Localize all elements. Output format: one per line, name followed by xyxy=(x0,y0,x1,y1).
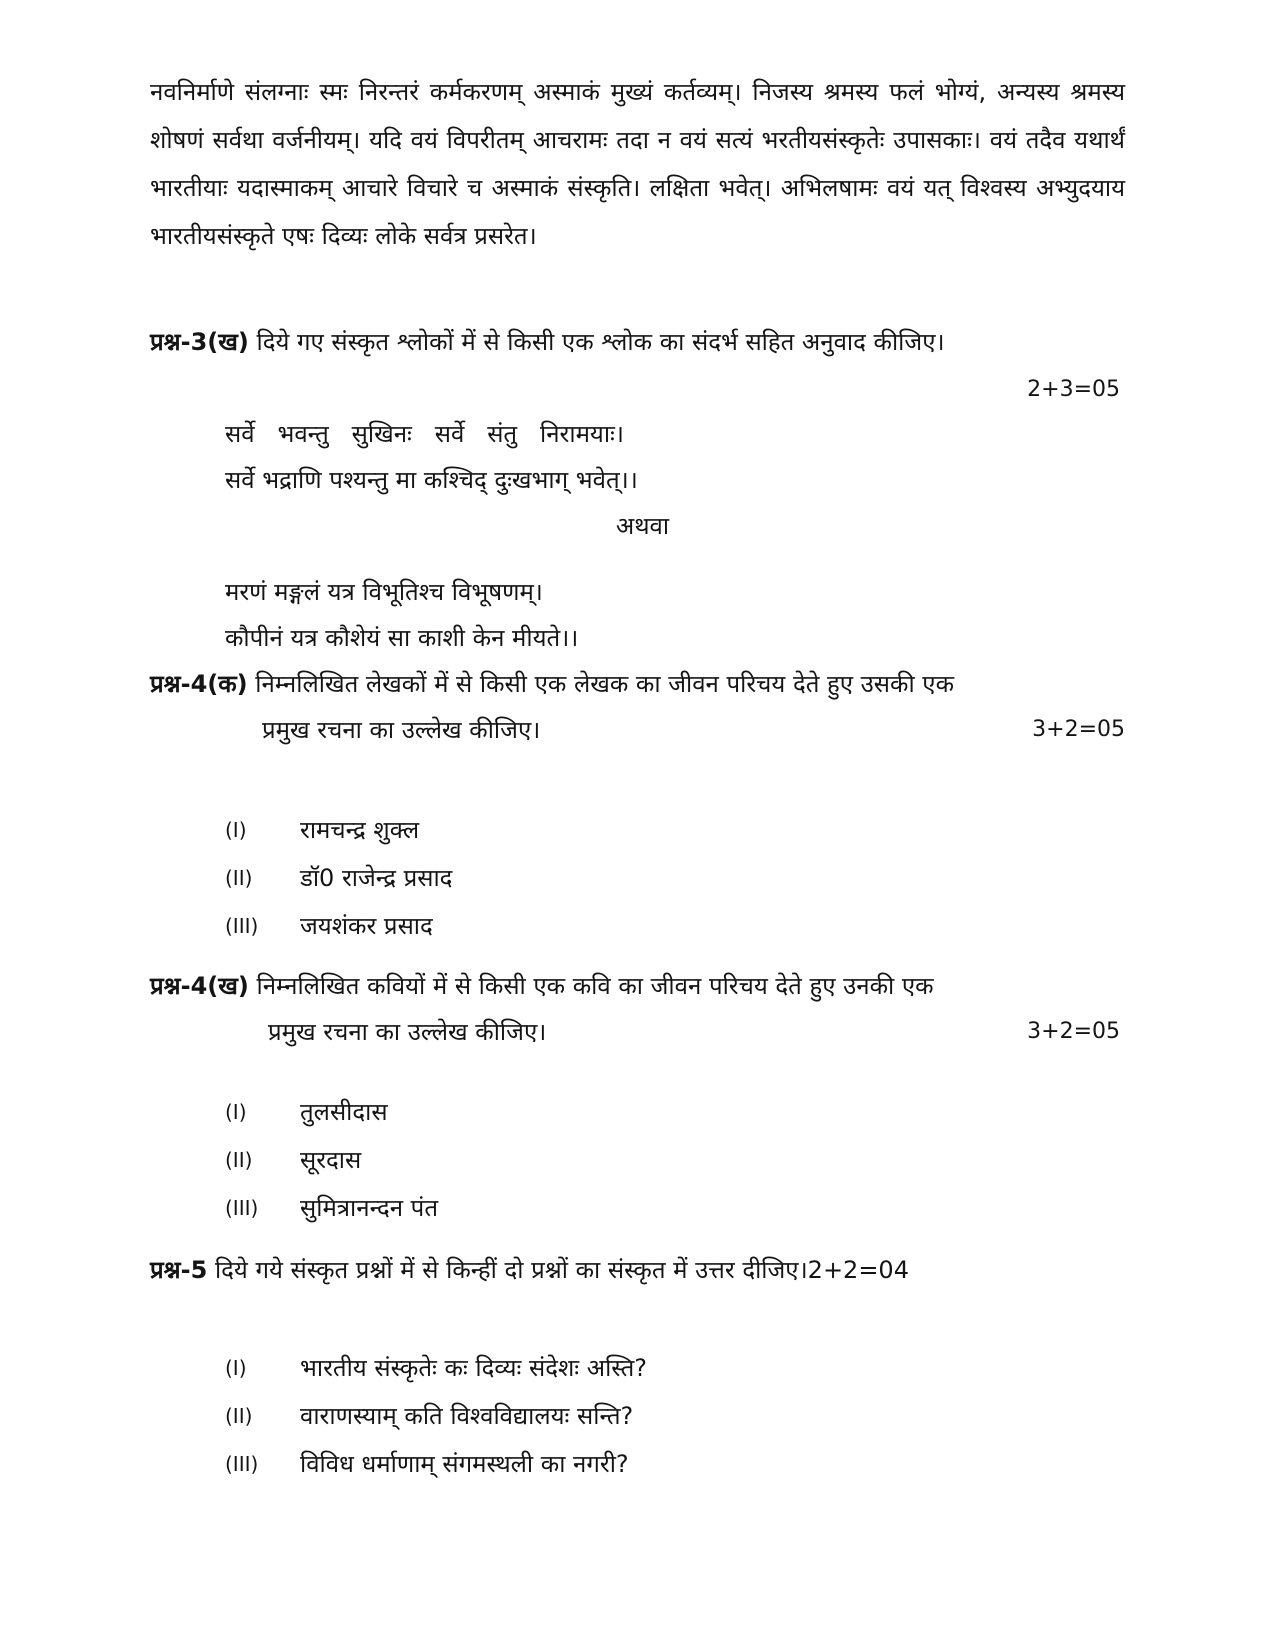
list-item xyxy=(225,902,452,950)
list-item xyxy=(225,854,452,902)
sanskrit-question-list xyxy=(225,1344,647,1488)
sanskrit-passage: नवनिर्माणे संलग्नाः स्मः निरन्तरं कर्मकरणम् अस्माकं मुख्यं कर्तव्यम्। निजस्य श्रमस्य फलं भोग्यं, अन्यस्य श्रमस्य शोषणं सर्वथा वर्जनीयम्। यदि वयं विपरीतम् आचरामः तदा न वयं सत्यं भरतीयसंस्कृतेः उपासकाः। वयं तदैव यथार्थं भारतीयाः यदास्माकम् आचारे विचारे च अस्माकं संस्कृति। लक्षिता भवेत्। अभिलषामः वयं यत् विश्वस्य अभ्युदयाय भारतीयसंस्कृते एषः दिव्यः लोके सर्वत्र प्रसरेत। xyxy=(150,78,1125,250)
item-text: जयशंकर प्रसाद xyxy=(300,912,433,940)
item-number: (III) xyxy=(225,1452,259,1476)
question-4b-cont xyxy=(150,1008,1125,1056)
question-text-line-2: प्रमुख रचना का उल्लेख कीजिए। xyxy=(262,716,541,744)
item-text: तुलसीदास xyxy=(300,1098,388,1126)
question-number: प्रश्न-4(क) xyxy=(150,670,248,698)
item-text: रामचन्द्र शुक्ल xyxy=(300,816,420,844)
verse-1-line-2: सर्वे भद्राणि पश्यन्तु मा कश्चिद् दुःखभाग् भवेत्।। xyxy=(225,466,638,494)
item-text: डॉ0 राजेन्द्र प्रसाद xyxy=(300,864,453,892)
verse-1-line-1: सर्वे भवन्तु सुखिनः सर्वे संतु निरामयाः। xyxy=(225,420,625,448)
item-number: (III) xyxy=(225,914,259,938)
question-text: दिये गये संस्कृत प्रश्नों में से किन्हीं दो प्रश्नों का संस्कृत में उत्तर दीजिए।2+2=04 xyxy=(214,1256,909,1284)
question-4a-cont xyxy=(150,706,1125,754)
list-item xyxy=(225,1136,438,1184)
marks: 3+2=05 xyxy=(1032,717,1125,742)
list-item xyxy=(225,806,452,854)
verse-2-line-2: कौपीनं यत्र कौशेयं सा काशी केन मीयते।। xyxy=(225,624,579,652)
item-text: विविध धर्माणाम् संगमस्थली का नगरी? xyxy=(300,1450,629,1478)
question-text: दिये गए संस्कृत श्लोकों में से किसी एक श्लोक का संदर्भ सहित अनुवाद कीजिए। xyxy=(256,328,945,356)
item-text: सूरदास xyxy=(300,1146,362,1174)
list-item xyxy=(225,1344,647,1392)
item-number: (III) xyxy=(225,1196,259,1220)
item-number: (II) xyxy=(225,866,253,890)
verse-2-line-1: मरणं मङ्गलं यत्र विभूतिश्च विभूषणम्। xyxy=(225,578,543,606)
question-4b xyxy=(150,962,1125,1010)
item-number: (I) xyxy=(225,818,247,842)
item-text: वाराणस्याम् कति विश्वविद्यालयः सन्ति? xyxy=(300,1402,634,1430)
marks: 3+2=05 xyxy=(1027,1019,1120,1044)
item-text: सुमित्रानन्दन पंत xyxy=(300,1194,438,1222)
author-list xyxy=(225,806,452,950)
item-number: (I) xyxy=(225,1356,247,1380)
question-4a xyxy=(150,660,1125,708)
question-text-line-1: निम्नलिखित कवियों में से किसी एक कवि का जीवन परिचय देते हुए उनकी एक xyxy=(256,972,934,1000)
list-item xyxy=(225,1392,647,1440)
question-number: प्रश्न-5 xyxy=(150,1256,208,1284)
item-number: (II) xyxy=(225,1404,253,1428)
question-number: प्रश्न-3(ख) xyxy=(150,328,249,356)
question-number: प्रश्न-4(ख) xyxy=(150,972,249,1000)
list-item xyxy=(225,1088,438,1136)
item-number: (I) xyxy=(225,1100,247,1124)
item-text: भारतीय संस्कृतेः कः दिव्यः संदेशः अस्ति? xyxy=(300,1354,648,1382)
question-3b xyxy=(150,318,1125,366)
poet-list xyxy=(225,1088,438,1232)
list-item xyxy=(225,1440,647,1488)
question-text-line-2: प्रमुख रचना का उल्लेख कीजिए। xyxy=(268,1018,547,1046)
list-item xyxy=(225,1184,438,1232)
question-5 xyxy=(150,1246,1125,1294)
marks: 2+3=05 xyxy=(1027,377,1120,402)
item-number: (II) xyxy=(225,1148,253,1172)
question-text-line-1: निम्नलिखित लेखकों में से किसी एक लेखक का जीवन परिचय देते हुए उसकी एक xyxy=(255,670,955,698)
or-divider: अथवा xyxy=(615,512,670,540)
